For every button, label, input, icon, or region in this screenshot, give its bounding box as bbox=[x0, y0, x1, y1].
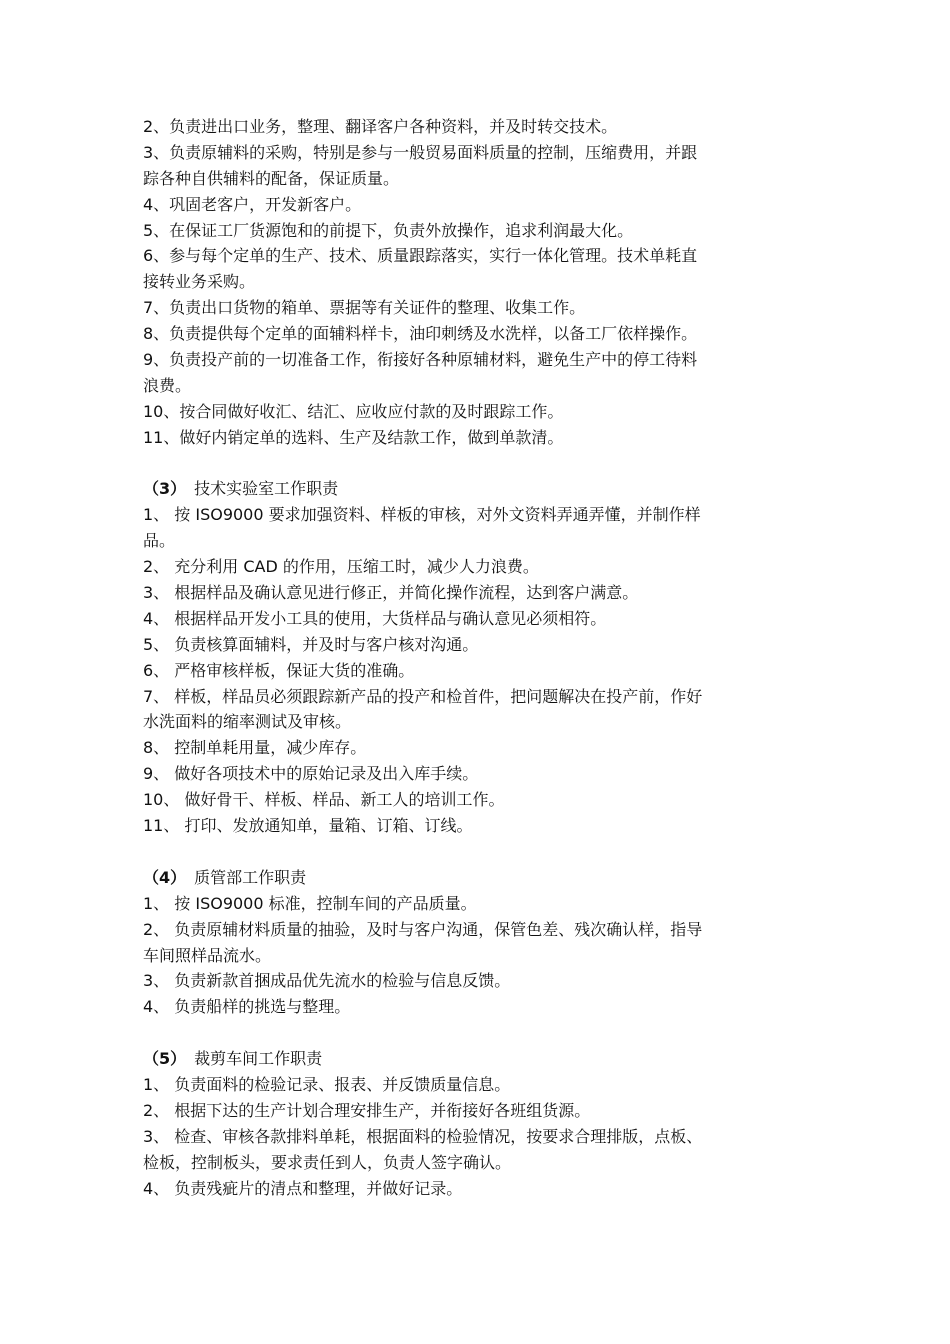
section-number: （5） bbox=[143, 1049, 187, 1069]
text-line: 6、 严格审核样板，保证大货的准确。 bbox=[143, 660, 415, 680]
lab-item-2 bbox=[143, 554, 811, 580]
lab-item-3 bbox=[143, 580, 811, 606]
qc-item-1 bbox=[143, 891, 811, 917]
text-line: 4、巩固老客户，开发新客户。 bbox=[143, 194, 362, 214]
item-10 bbox=[143, 399, 811, 425]
cut-item-3 bbox=[143, 1124, 811, 1176]
item-11 bbox=[143, 425, 811, 451]
item-9 bbox=[143, 347, 811, 399]
lab-item-4 bbox=[143, 606, 811, 632]
text-line: 1、 负责面料的检验记录、报表、并反馈质量信息。 bbox=[143, 1074, 511, 1094]
section-gap bbox=[143, 451, 811, 477]
text-line: 3、 检查、审核各款排料单耗，根据面料的检验情况，按要求合理排版，点板、 bbox=[143, 1126, 703, 1146]
section-title: 质管部工作职责 bbox=[194, 867, 307, 887]
text-line: 8、负责提供每个定单的面辅料样卡，油印刺绣及水洗样，以备工厂依样操作。 bbox=[143, 324, 698, 344]
text-line: 5、 负责核算面辅料，并及时与客户核对沟通。 bbox=[143, 634, 479, 654]
text-line: 4、 负责残疵片的清点和整理，并做好记录。 bbox=[143, 1178, 463, 1198]
section-number: （4） bbox=[143, 867, 187, 887]
item-4 bbox=[143, 192, 811, 218]
cut-item-1 bbox=[143, 1072, 811, 1098]
section-4-heading bbox=[143, 865, 811, 891]
document-page bbox=[143, 114, 811, 1201]
text-line: 10、 做好骨干、样板、样品、新工人的培训工作。 bbox=[143, 790, 505, 810]
text-line: 2、 充分利用 CAD 的作用，压缩工时，减少人力浪费。 bbox=[143, 557, 539, 577]
item-3 bbox=[143, 140, 811, 192]
text-line: 品。 bbox=[143, 531, 176, 551]
qc-item-4 bbox=[143, 994, 811, 1020]
text-line: 2、 负责原辅材料质量的抽验，及时与客户沟通，保管色差、残次确认样，指导 bbox=[143, 919, 703, 939]
text-line: 踪各种自供辅料的配备，保证质量。 bbox=[143, 168, 400, 188]
text-line: 浪费。 bbox=[143, 375, 192, 395]
text-line: 5、在保证工厂货源饱和的前提下，负责外放操作，追求利润最大化。 bbox=[143, 220, 634, 240]
text-line: 7、负责出口货物的箱单、票据等有关证件的整理、收集工作。 bbox=[143, 298, 586, 318]
section-gap bbox=[143, 1020, 811, 1046]
text-line: 6、参与每个定单的生产、技术、质量跟踪落实，实行一体化管理。技术单耗直 bbox=[143, 246, 698, 266]
item-6 bbox=[143, 243, 811, 295]
text-line: 9、负责投产前的一切准备工作，衔接好各种原辅材料，避免生产中的停工待料 bbox=[143, 350, 698, 370]
text-line: 3、 负责新款首捆成品优先流水的检验与信息反馈。 bbox=[143, 971, 511, 991]
lab-item-10 bbox=[143, 787, 811, 813]
lab-item-1 bbox=[143, 502, 811, 554]
text-line: 10、按合同做好收汇、结汇、应收应付款的及时跟踪工作。 bbox=[143, 401, 564, 421]
text-line: 水洗面料的缩率测试及审核。 bbox=[143, 712, 352, 732]
lab-item-8 bbox=[143, 735, 811, 761]
item-8 bbox=[143, 321, 811, 347]
section-number: （3） bbox=[143, 479, 187, 499]
lab-item-5 bbox=[143, 632, 811, 658]
text-line: 1、 按 ISO9000 要求加强资料、样板的审核，对外文资料弄通弄懂，并制作样 bbox=[143, 505, 701, 525]
qc-item-2 bbox=[143, 917, 811, 969]
lab-item-9 bbox=[143, 761, 811, 787]
lab-item-7 bbox=[143, 684, 811, 736]
text-line: 3、负责原辅料的采购，特别是参与一般贸易面料质量的控制，压缩费用，并跟 bbox=[143, 142, 698, 162]
text-line: 3、 根据样品及确认意见进行修正，并简化操作流程，达到客户满意。 bbox=[143, 583, 639, 603]
section-5-heading bbox=[143, 1046, 811, 1072]
text-line: 1、 按 ISO9000 标准，控制车间的产品质量。 bbox=[143, 893, 477, 913]
qc-item-3 bbox=[143, 968, 811, 994]
text-line: 2、负责进出口业务，整理、翻译客户各种资料，并及时转交技术。 bbox=[143, 117, 618, 136]
lab-item-11 bbox=[143, 813, 811, 839]
section-gap bbox=[143, 839, 811, 865]
section-title: 技术实验室工作职责 bbox=[194, 479, 339, 499]
item-5 bbox=[143, 218, 811, 244]
text-line: 车间照样品流水。 bbox=[143, 945, 272, 965]
text-line: 11、 打印、发放通知单，量箱、订箱、订线。 bbox=[143, 816, 473, 836]
cut-item-4 bbox=[143, 1176, 811, 1202]
cut-item-2 bbox=[143, 1098, 811, 1124]
text-line: 2、 根据下达的生产计划合理安排生产，并衔接好各班组货源。 bbox=[143, 1100, 591, 1120]
text-line: 11、做好内销定单的选料、生产及结款工作，做到单款清。 bbox=[143, 427, 564, 447]
text-line: 4、 根据样品开发小工具的使用，大货样品与确认意见必须相符。 bbox=[143, 608, 607, 628]
lab-item-6 bbox=[143, 658, 811, 684]
text-line: 检板，控制板头，要求责任到人，负责人签字确认。 bbox=[143, 1152, 512, 1172]
text-line: 4、 负责船样的挑选与整理。 bbox=[143, 997, 351, 1017]
text-line: 7、 样板，样品员必须跟踪新产品的投产和检首件，把问题解决在投产前，作好 bbox=[143, 686, 703, 706]
text-line: 接转业务采购。 bbox=[143, 272, 256, 292]
text-line: 8、 控制单耗用量，减少库存。 bbox=[143, 738, 367, 758]
section-title: 裁剪车间工作职责 bbox=[194, 1049, 323, 1069]
text-line: 9、 做好各项技术中的原始记录及出入库手续。 bbox=[143, 764, 479, 784]
item-2 bbox=[143, 114, 811, 140]
item-7 bbox=[143, 295, 811, 321]
section-3-heading bbox=[143, 476, 811, 502]
